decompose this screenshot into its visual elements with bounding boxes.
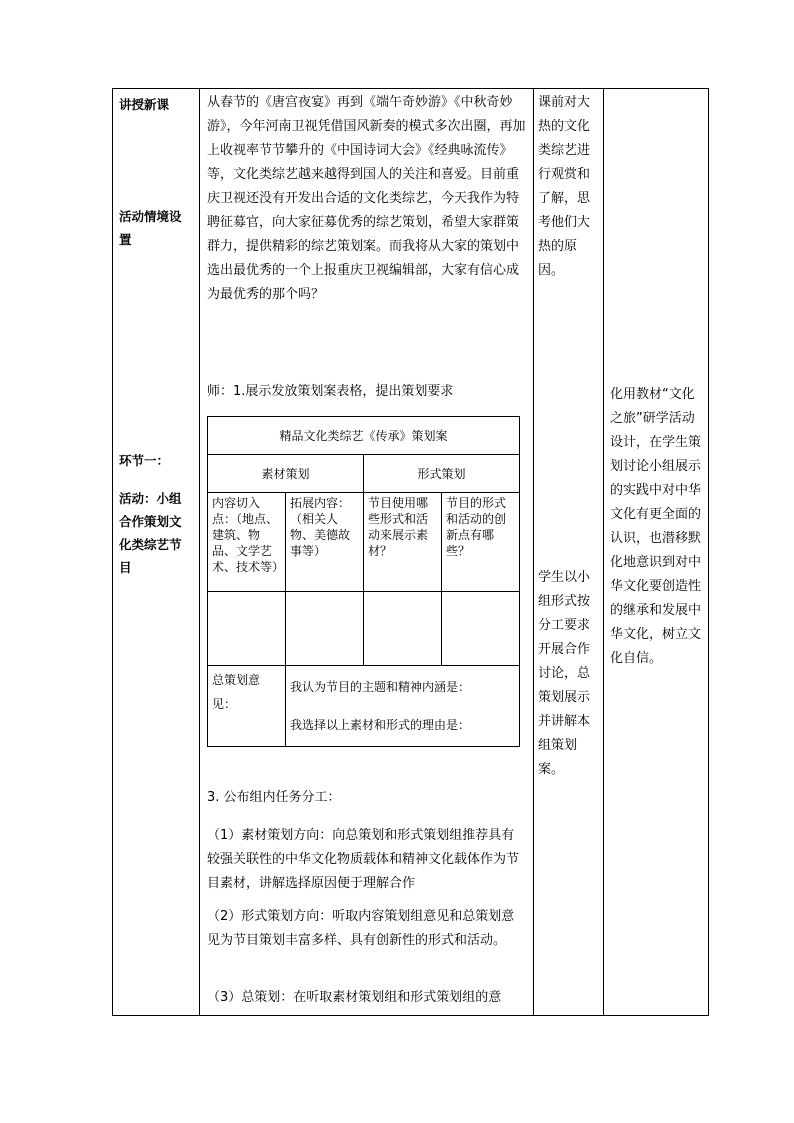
teacher-step-text: 师：1.展示发放策划案表格，提出策划要求 bbox=[207, 384, 454, 399]
step1-activity-label: 活动：小组合作策划文化类综艺节目 bbox=[119, 491, 182, 575]
phase-column bbox=[113, 89, 199, 1015]
student-activity-2: 学生以小组形式按分工要求开展合作讨论，总策划展示并讲解本组策划案。 bbox=[538, 570, 591, 777]
blank-answer-cell bbox=[286, 592, 364, 666]
lesson-plan-table bbox=[112, 88, 709, 1016]
step3-heading: 3. 公布组内任务分工： bbox=[207, 790, 341, 805]
blank-answer-cell bbox=[208, 592, 286, 666]
blank-answer-cell bbox=[442, 592, 520, 666]
activity-setup-label: 活动情境设置 bbox=[119, 209, 182, 247]
summary-line-reason: 我选择以上素材和形式的理由是： bbox=[290, 718, 471, 732]
summary-line-theme: 我认为节目的主题和精神内涵是： bbox=[290, 680, 471, 694]
innovation-question: 节目的形式和活动的创新点有哪些？ bbox=[442, 493, 520, 592]
student-activity-column bbox=[534, 89, 603, 1015]
intro-paragraph: 从春节的《唐宫夜宴》再到《端午奇妙游》《中秋奇妙游》，今年河南卫视凭借国风新奏的模式多次出圈，再加上收视率节节攀升的《中国诗词大会》《经典咏流传》等，文化类综艺越来越得到国人的关注和喜爱。目前重庆卫视还没有开发出合适的文化类综艺，今天我作为特聘征募官，向大家征募优秀的综艺策划，希望大家群策群力，提供精彩的综艺策划案。而我将从大家的策划中选出最优秀的一个上报重庆卫视编辑部，大家有信心成为最优秀的那个吗？ bbox=[207, 95, 526, 302]
section-label: 讲授新课 bbox=[119, 97, 170, 112]
planning-sheet-title: 精品文化类综艺《传承》策划案 bbox=[208, 417, 520, 455]
design-intent-column bbox=[604, 89, 708, 1015]
content-entry-question: 内容切入点：（地点、建筑、物品、文学艺术、技术等） bbox=[208, 493, 286, 592]
form-plan-header: 形式策划 bbox=[364, 455, 520, 493]
planning-sheet bbox=[207, 416, 520, 747]
task-material: （1）素材策划方向：向总策划和形式策划组推荐具有较强关联性的中华文化物质载体和精神文化载体作为节目素材，讲解选择原因便于理解合作 bbox=[207, 828, 520, 891]
extended-content-question: 拓展内容：（相关人物、美德故事等） bbox=[286, 493, 364, 592]
student-activity-1: 课前对大热的文化类综艺进行观赏和了解，思考他们大热的原因。 bbox=[538, 95, 591, 278]
display-form-question: 节目使用哪些形式和活动来展示素材？ bbox=[364, 493, 442, 592]
blank-answer-cell bbox=[364, 592, 442, 666]
material-plan-header: 素材策划 bbox=[208, 455, 364, 493]
summary-opinion-cell bbox=[286, 666, 520, 747]
design-intent-text: 化用教材“文化之旅”研学活动设计，在学生策划讨论小组展示的实践中对中华文化有更全面的认识，也潜移默化地意识到对中华文化要创造性的继承和发展中华文化，树立文化自信。 bbox=[610, 387, 702, 666]
task-summary: （3）总策划：在听取素材策划组和形式策划组的意 bbox=[207, 990, 502, 1005]
task-form: （2）形式策划方向：听取内容策划组意见和总策划意见为节目策划丰富多样、具有创新性的形式和活动。 bbox=[207, 909, 515, 948]
step1-label: 环节一： bbox=[119, 453, 170, 468]
summary-opinion-label: 总策划意见： bbox=[208, 666, 286, 747]
